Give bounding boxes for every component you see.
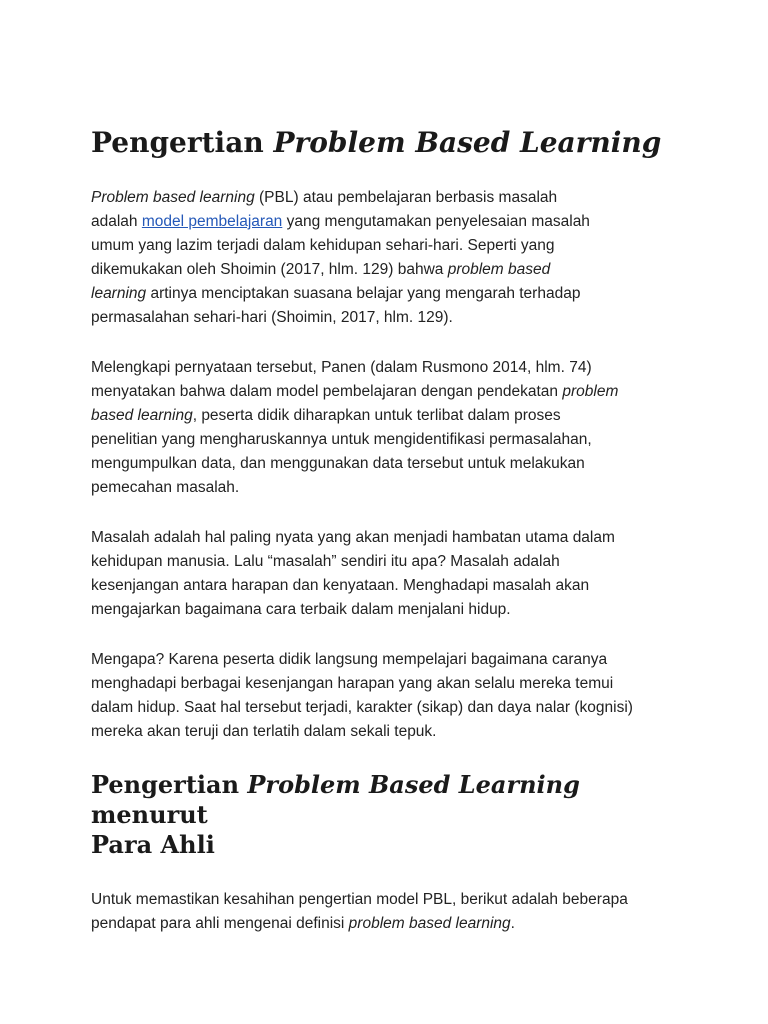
paragraph-masalah — [91, 526, 691, 622]
text-run: penelitian yang mengharuskannya untuk mengidentifikasi permasalahan, — [91, 431, 592, 448]
text-run: menghadapi berbagai kesenjangan harapan yang akan selalu mereka temui — [91, 675, 614, 692]
text-run: artinya menciptakan suasana belajar yang mengarah terhadap — [146, 285, 581, 302]
text-run: pendapat para ahli mengenai definisi — [91, 915, 349, 932]
section-heading-text: Para Ahli — [91, 830, 215, 859]
italic-term: learning — [91, 285, 147, 302]
text-run: Mengapa? Karena peserta didik langsung mempelajari bagaimana caranya — [91, 651, 608, 668]
section-heading — [91, 770, 691, 860]
main-heading — [91, 124, 691, 162]
section-heading-text: Pengertian — [91, 770, 248, 799]
text-run: Untuk memastikan kesahihan pengertian model PBL, berikut adalah beberapa — [91, 891, 628, 908]
text-run: pemecahan masalah. — [91, 479, 240, 496]
paragraph-panen — [91, 356, 691, 500]
text-run: permasalahan sehari-hari (Shoimin, 2017, hlm. 129). — [91, 309, 453, 326]
italic-term: problem based — [447, 261, 551, 278]
text-run: menyatakan bahwa dalam model pembelajaran dengan pendekatan — [91, 383, 563, 400]
text-run: (PBL) atau pembelajaran berbasis masalah — [254, 189, 558, 206]
text-run: mereka akan teruji dan terlatih dalam sekali tepuk. — [91, 723, 437, 740]
italic-term: problem based learning — [348, 915, 511, 932]
text-run: kesenjangan antara harapan dan kenyataan. Menghadapi masalah akan — [91, 577, 590, 594]
text-run: , peserta didik diharapkan untuk terlibat dalam proses — [192, 407, 561, 424]
main-heading-italic: Problem Based Learning — [273, 126, 662, 159]
text-run: umum yang lazim terjadi dalam kehidupan sehari-hari. Seperti yang — [91, 237, 555, 254]
section-heading-text: menurut — [91, 800, 208, 829]
text-run: mengumpulkan data, dan menggunakan data tersebut untuk melakukan — [91, 455, 585, 472]
text-run: Melengkapi pernyataan tersebut, Panen (dalam Rusmono 2014, hlm. 74) — [91, 359, 592, 376]
text-run: dalam hidup. Saat hal tersebut terjadi, karakter (sikap) dan daya nalar (kognisi) — [91, 699, 633, 716]
text-run: dikemukakan oleh Shoimin (2017, hlm. 129) bahwa — [91, 261, 448, 278]
text-run: kehidupan manusia. Lalu “masalah” sendiri itu apa? Masalah adalah — [91, 553, 560, 570]
text-run: . — [510, 915, 515, 932]
model-pembelajaran-link[interactable]: model pembelajaran — [141, 213, 283, 230]
paragraph-mengapa — [91, 648, 691, 744]
paragraph-para-ahli — [91, 888, 691, 936]
italic-term: problem — [562, 383, 619, 400]
text-run: Masalah adalah hal paling nyata yang akan menjadi hambatan utama dalam — [91, 529, 615, 546]
text-run: yang mengutamakan penyelesaian masalah — [282, 213, 590, 230]
text-run: mengajarkan bagaimana cara terbaik dalam menjalani hidup. — [91, 601, 511, 618]
italic-term: Problem based learning — [91, 189, 255, 206]
paragraph-definition — [91, 186, 691, 330]
section-heading-italic: Problem Based Learning — [247, 770, 580, 799]
italic-term: based learning — [91, 407, 193, 424]
article-body — [91, 124, 691, 962]
text-run: adalah — [91, 213, 142, 230]
main-heading-text: Pengertian — [91, 126, 274, 159]
